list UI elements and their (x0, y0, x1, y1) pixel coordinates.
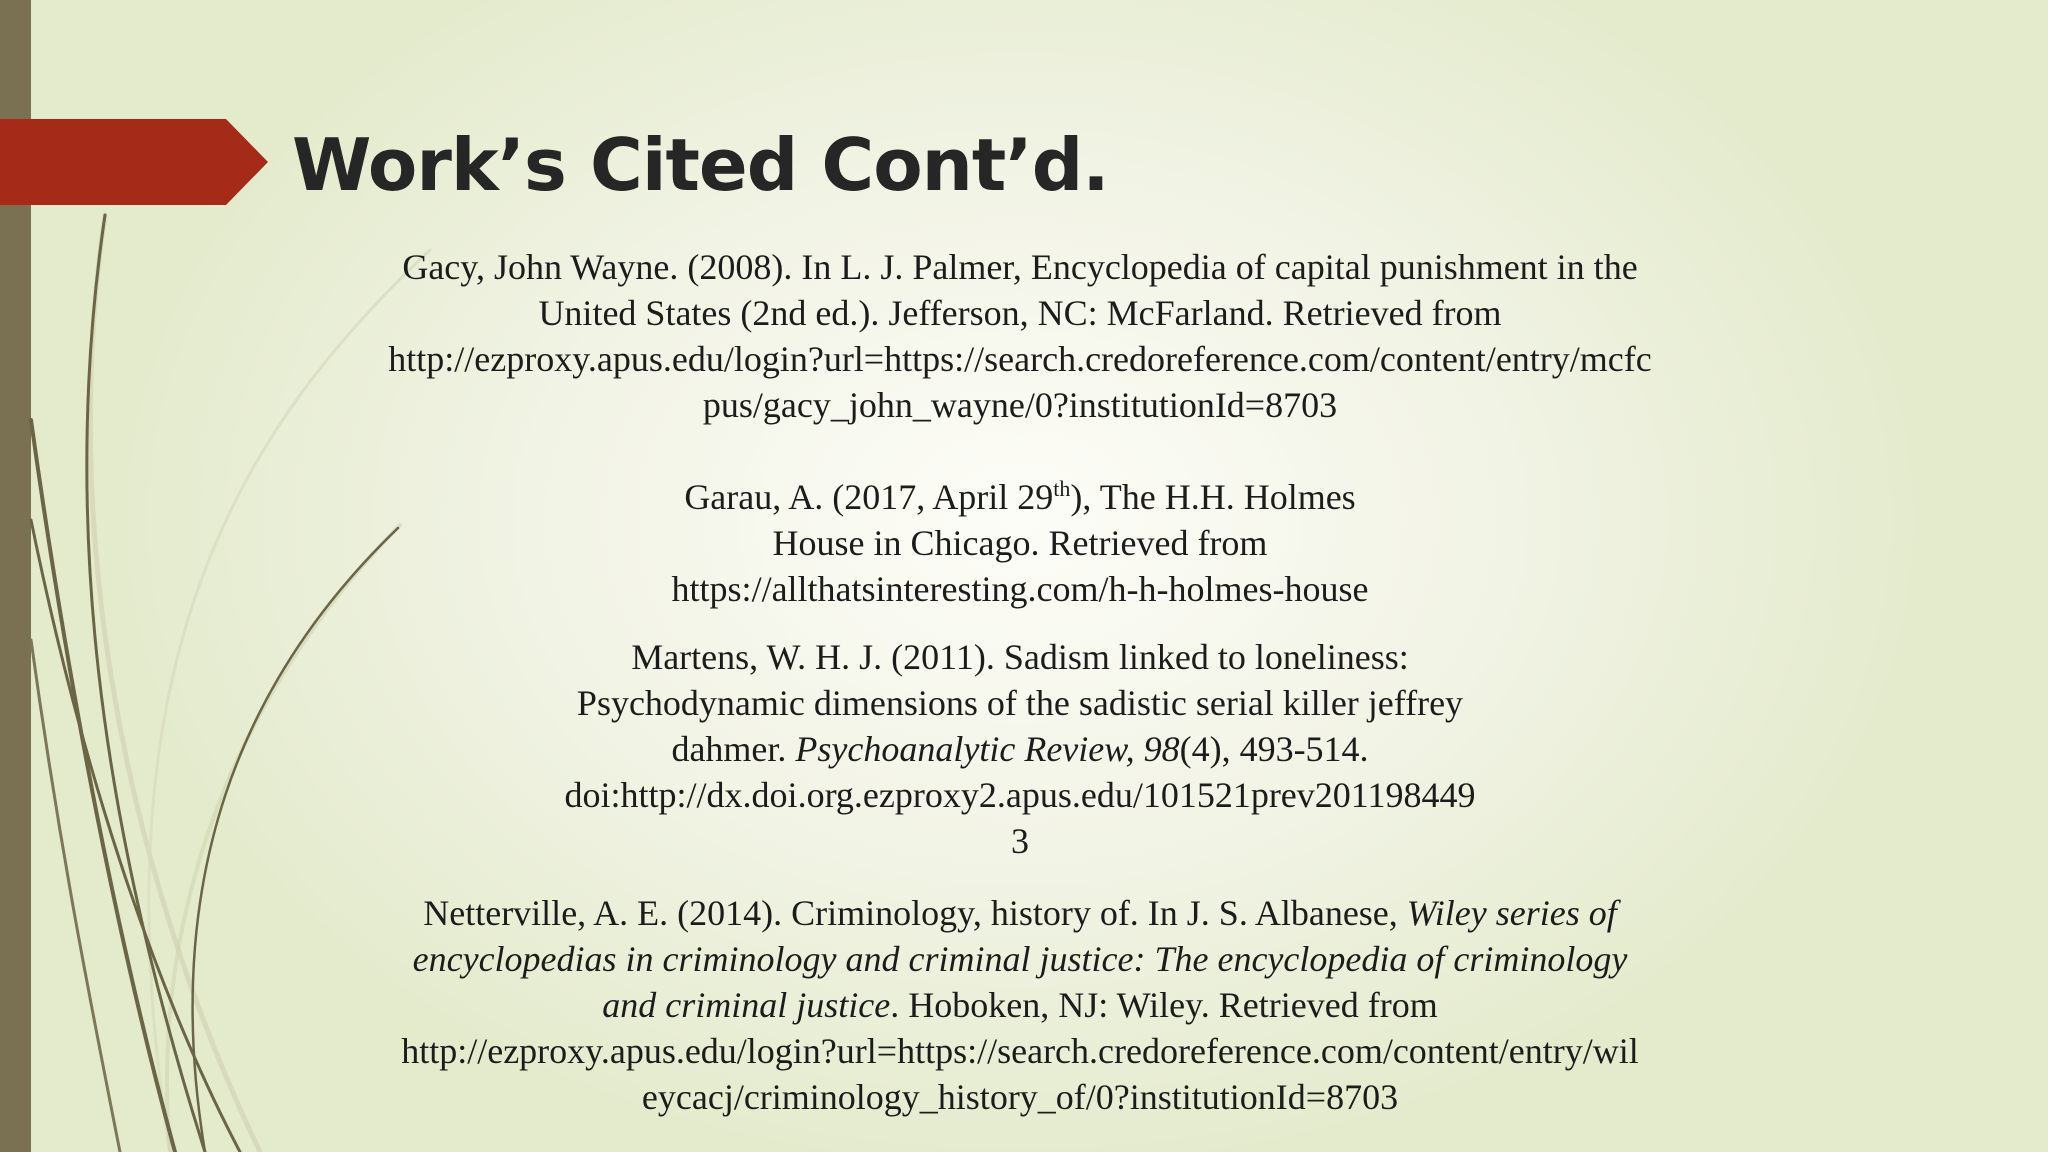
reference-text: . Hoboken, NJ: Wiley. Retrieved from (890, 985, 1438, 1025)
reference-doi-line: doi:http://dx.doi.org.ezproxy2.apus.edu/101521prev201198449 (564, 775, 1476, 815)
book-title-line: encyclopedias in criminology and criminal justice: The encyclopedia of criminology (412, 939, 1628, 979)
reference-text: Garau, A. (2017, April 29 (684, 477, 1054, 517)
reference-text: ), The H.H. Holmes (1070, 477, 1356, 517)
reference-garau (380, 474, 1660, 612)
journal-title: Psychoanalytic Review, 98 (795, 729, 1180, 769)
ordinal-suffix: th (1053, 476, 1071, 501)
reference-line: Martens, W. H. J. (2011). Sadism linked to loneliness: (631, 637, 1409, 677)
reference-url-line: https://allthatsinteresting.com/h-h-holmes-house (671, 569, 1369, 609)
reference-text: dahmer. (671, 729, 796, 769)
title-arrow-shape (0, 119, 268, 205)
reference-text: Netterville, A. E. (2014). Criminology, history of. In J. S. Albanese, (423, 893, 1407, 933)
reference-line: Gacy, John Wayne. (2008). In L. J. Palmer, Encyclopedia of capital punishment in the (402, 247, 1638, 287)
reference-url-line: http://ezproxy.apus.edu/login?url=https://search.credoreference.com/content/entry/mcfc (388, 339, 1652, 379)
reference-line: United States (2nd ed.). Jefferson, NC: McFarland. Retrieved from (538, 293, 1502, 333)
reference-text: (4), 493-514. (1179, 729, 1369, 769)
reference-line (380, 890, 1660, 936)
reference-url-line: pus/gacy_john_wayne/0?institutionId=8703 (702, 385, 1338, 425)
reference-line (380, 982, 1660, 1028)
reference-martens (380, 634, 1660, 864)
reference-line (380, 726, 1660, 772)
reference-line: House in Chicago. Retrieved from (772, 523, 1268, 563)
reference-url-line: eycacj/criminology_history_of/0?institutionId=8703 (641, 1077, 1399, 1117)
reference-line: Psychodynamic dimensions of the sadistic serial killer jeffrey (576, 683, 1464, 723)
reference-url-line: http://ezproxy.apus.edu/login?url=https://search.credoreference.com/content/entry/wil (401, 1031, 1639, 1071)
book-title: Wiley series of (1406, 893, 1617, 933)
reference-gacy (380, 244, 1660, 428)
reference-line (380, 474, 1660, 520)
references-list (380, 244, 1660, 1120)
reference-doi-line: 3 (1011, 821, 1029, 861)
reference-netterville (380, 890, 1660, 1120)
slide-title: Work’s Cited Cont’d. (292, 123, 1109, 207)
book-title: and criminal justice (602, 985, 891, 1025)
